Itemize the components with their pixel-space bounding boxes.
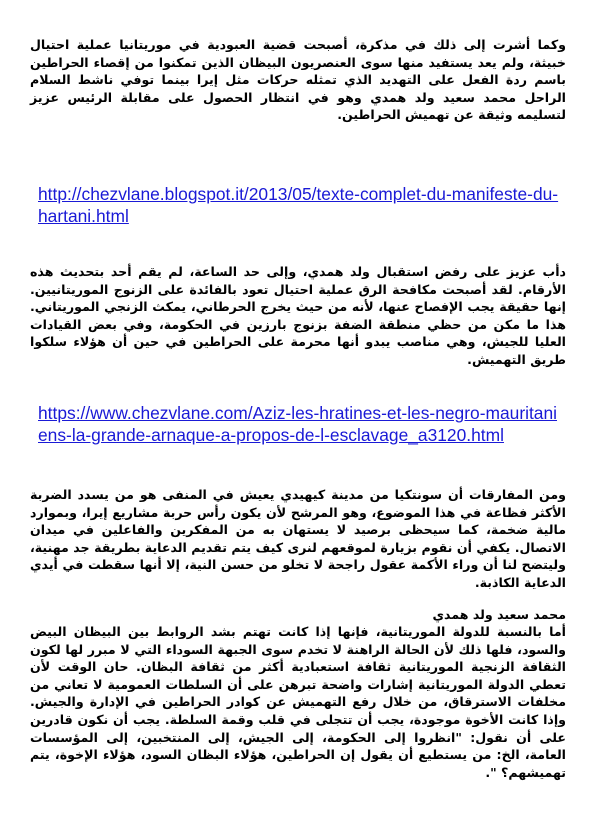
- paragraph-1: وكما أشرت إلى ذلك في مذكرة، أصبحت قضية العبودية في موريتانيا عملية احتيال خبيثة، ولم يعد يستفيد منها سوى العنصريون البيظان الذين تمكنوا من إقصاء الحراطين باسم ردة الفعل على التهديد الذي تمثله حركات مثل إيرا بينما توفي ناشط السلام الراحل محمد سعيد ولد همدي وهو في انتظار الحصول على مقابلة الرئيس عزيز لتسليمه وثيقة عن تهميش الحراطين.: [30, 37, 566, 123]
- document-page: [30, 0, 566, 822]
- author-name: محمد سعيد ولد همدي: [432, 607, 566, 622]
- paragraph-3: ومن المفارقات أن سونتكيا من مدينة كيهيدي يعيش في المنفى هو من يسدد الضربة الأكثر فظاعة في هذا الموضوع، وهو المرشح لأن يكون رأس حربة مشاريع إيرا، وبموارد مالية ضخمة، كما سيحظى برصيد لا يستهان به من المفكرين والفاعلين في ميدان الاتصال. يكفي أن نقوم بزيارة لموقعهم لنرى كيف يتم تقديم الدعاية بطريقة جد مهنية، وليتضح لنا أن وراء الأكمة عقول راجحة لا تخلو من حسن النية، إلا أنها سقطت في أيدي الدعاية الكاذبة.: [30, 487, 566, 590]
- link-chezvlane-article[interactable]: https://www.chezvlane.com/Aziz-les-hratines-et-les-negro-mauritaniens-la-grande-arnaque-a-propos-de-l-esclavage_a3120.html: [38, 403, 558, 445]
- link-chezvlane-blogspot[interactable]: http://chezvlane.blogspot.it/2013/05/texte-complet-du-manifeste-du-hartani.html: [38, 184, 559, 226]
- paragraph-4: أما بالنسبة للدولة الموريتانية، فإنها إذا كانت تهتم بشد الروابط بين البيظان البيض والسود، فلها ذلك لأن الحالة الراهنة لا تخدم سوى الجبهة السوداء التي لا مبرر لها لكون الثقافة الزنجية الموريتانية ثقافة استعبادية أكثر من ثقافة البظان. حان الوقت لأن تعطي الدولة الموريتانية إشارات واضحة تبرهن على أن السلطات العمومية لا تعاني من مخلفات الاسترقاق، من خلال رفع التهميش عن كوادر الحراطين في الإدارة والجيش. وإذا كانت الأخوة موجودة، يجب أن تتجلى في قلب وقمة السلطة. يجب أن نكون قادرين على أن نقول: "انظروا إلى الحكومة، إلى الجيش، إلى المنتخبين، إلى المؤسسات العامة، الخ: من يستطيع أن يقول إن الحراطين، هؤلاء البظان السود، هؤلاء الإخوة، يتم تهميشهم؟ ".: [30, 624, 566, 780]
- paragraph-2: دأب عزيز على رفض استقبال ولد همدي، وإلى حد الساعة، لم يقم أحد بتحديث هذه الأرقام. لقد أصبحت مكافحة الرق عملية احتيال تعود بالفائدة على الزنوج الموريتانيين. إنها حقيقة يجب الإفصاح عنها، لأنه من حيث يخرج الحرطاني، يمكث الزنجي الموريتاني. هذا ما مكن من حظي منطقة الضفة بزنوج بارزين في الحكومة، وفي بعض القيادات العليا للجيش، وهي مناصب يبدو أنها محرمة على الحراطين في حين أن هؤلاء سلكوا طريق التهميش.: [30, 264, 566, 367]
